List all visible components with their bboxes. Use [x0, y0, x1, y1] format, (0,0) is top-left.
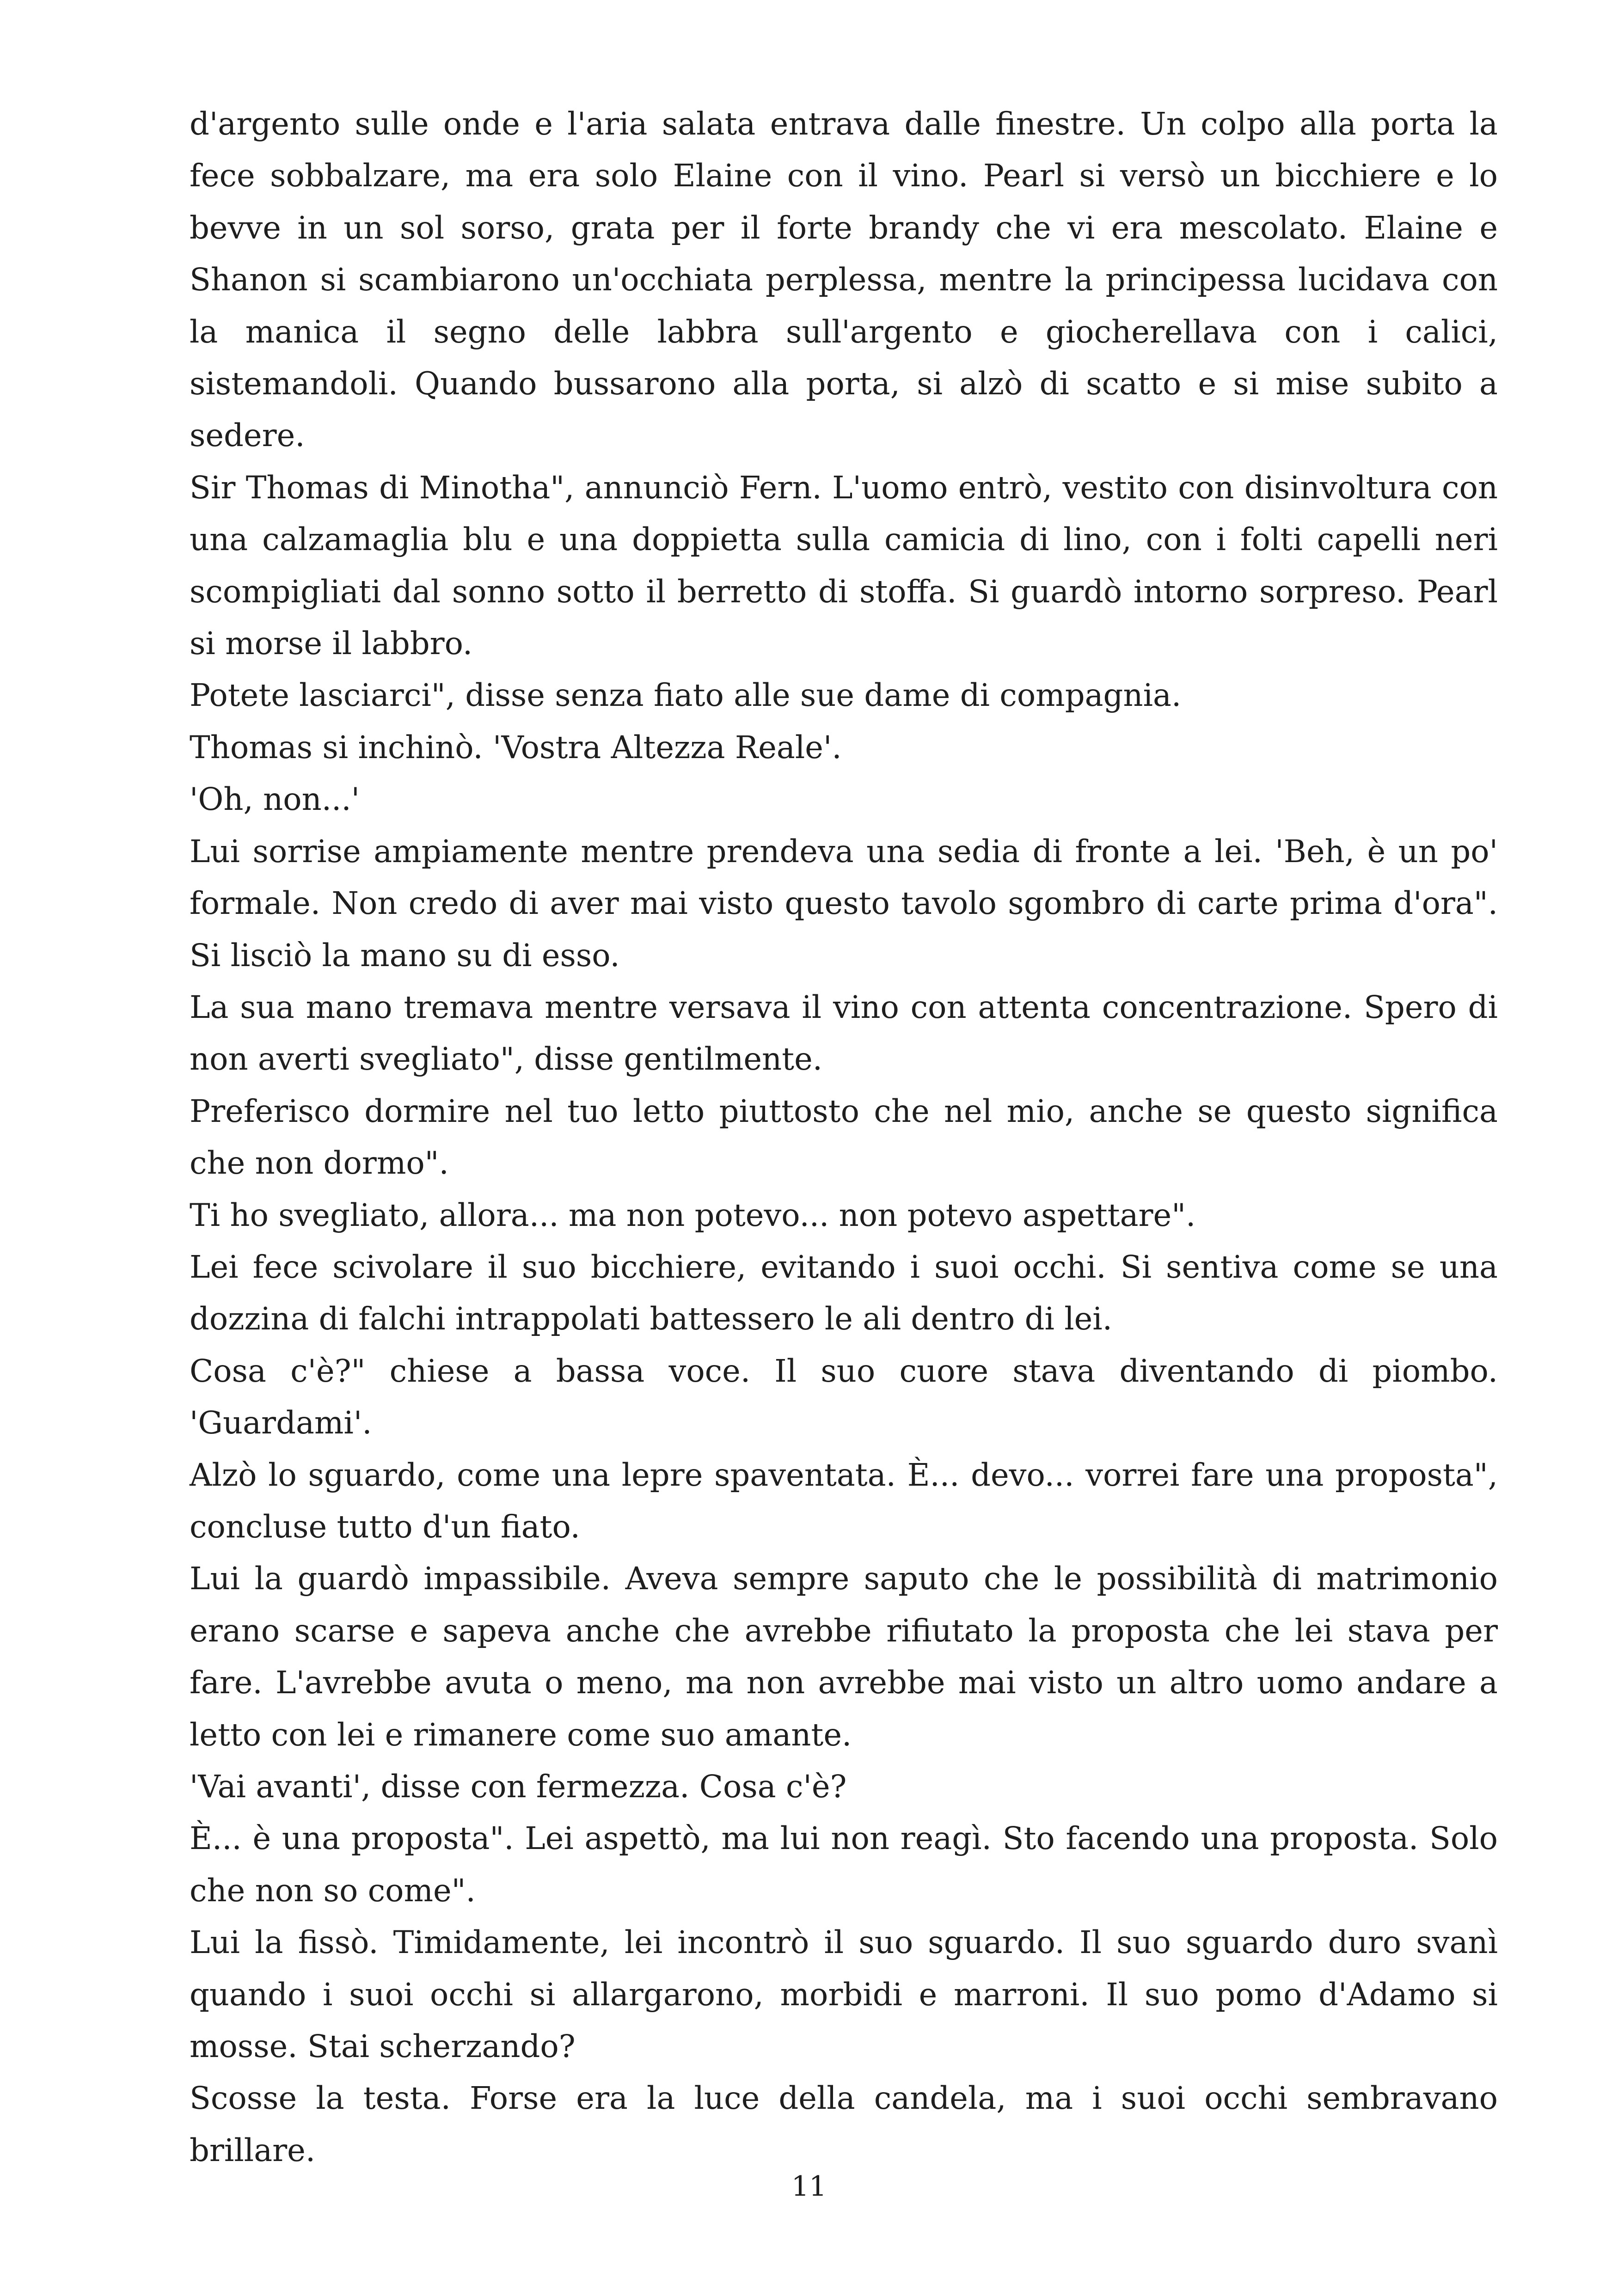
paragraph: d'argento sulle onde e l'aria salata entrava dalle finestre. Un colpo alla porta la fece sobbalzare, ma era solo Elaine con il vino. Pearl si versò un bicchiere e lo bevve in un sol sorso, grata per il forte brandy che vi era mescolato. Elaine e Shanon si scambiarono un'occhiata perplessa, mentre la principessa lucidava con la manica il segno delle labbra sull'argento e giocherellava con i calici, sistemandoli. Quando bussarono alla porta, si alzò di scatto e si mise subito a sedere. [190, 106, 1498, 454]
paragraph: 'Vai avanti', disse con fermezza. Cosa c'è? [190, 1769, 847, 1805]
paragraph: Scosse la testa. Forse era la luce della candela, ma i suoi occhi sembravano brillare. [190, 2080, 1498, 2168]
paragraph: La sua mano tremava mentre versava il vino con attenta concentrazione. Spero di non averti svegliato", disse gentilmente. [190, 989, 1498, 1078]
paragraph: Lui la guardò impassibile. Aveva sempre saputo che le possibilità di matrimonio erano scarse e sapeva anche che avrebbe rifiutato la proposta che lei stava per fare. L'avrebbe avuta o meno, ma non avrebbe mai visto un altro uomo andare a letto con lei e rimanere come suo amante. [190, 1561, 1498, 1753]
page-number: 11 [791, 2170, 827, 2203]
paragraph: Thomas si inchinò. 'Vostra Altezza Reale'. [190, 729, 842, 765]
paragraph: Lui sorrise ampiamente mentre prendeva una sedia di fronte a lei. 'Beh, è un po' formale. Non credo di aver mai visto questo tavolo sgombro di carte prima d'ora". Si lisciò la mano su di esso. [190, 833, 1498, 974]
paragraph: Cosa c'è?" chiese a bassa voce. Il suo cuore stava diventando di piombo. 'Guardami'. [190, 1353, 1498, 1441]
paragraph: È... è una proposta". Lei aspettò, ma lui non reagì. Sto facendo una proposta. Solo che non so come". [190, 1820, 1498, 1909]
paragraph: 'Oh, non...' [190, 781, 360, 818]
paragraph: Alzò lo sguardo, come una lepre spaventata. È... devo... vorrei fare una proposta", concluse tutto d'un fiato. [190, 1457, 1498, 1545]
paragraph: Potete lasciarci", disse senza fiato alle sue dame di compagnia. [190, 677, 1182, 714]
paragraph: Preferisco dormire nel tuo letto piuttosto che nel mio, anche se questo significa che non dormo". [190, 1093, 1498, 1182]
paragraph: Ti ho svegliato, allora... ma non potevo... non potevo aspettare". [190, 1197, 1196, 1233]
paragraph: Sir Thomas di Minotha", annunciò Fern. L'uomo entrò, vestito con disinvoltura con una calzamaglia blu e una doppietta sulla camicia di lino, con i folti capelli neri scompigliati dal sonno sotto il berretto di stoffa. Si guardò intorno sorpreso. Pearl si morse il labbro. [190, 469, 1498, 662]
paragraph: Lui la fissò. Timidamente, lei incontrò il suo sguardo. Il suo sguardo duro svanì quando i suoi occhi si allargarono, morbidi e marroni. Il suo pomo d'Adamo si mosse. Stai scherzando? [190, 1924, 1498, 2065]
paragraph: Lei fece scivolare il suo bicchiere, evitando i suoi occhi. Si sentiva come se una dozzina di falchi intrappolati battessero le ali dentro di lei. [190, 1249, 1498, 1337]
body-text [190, 98, 1498, 2176]
